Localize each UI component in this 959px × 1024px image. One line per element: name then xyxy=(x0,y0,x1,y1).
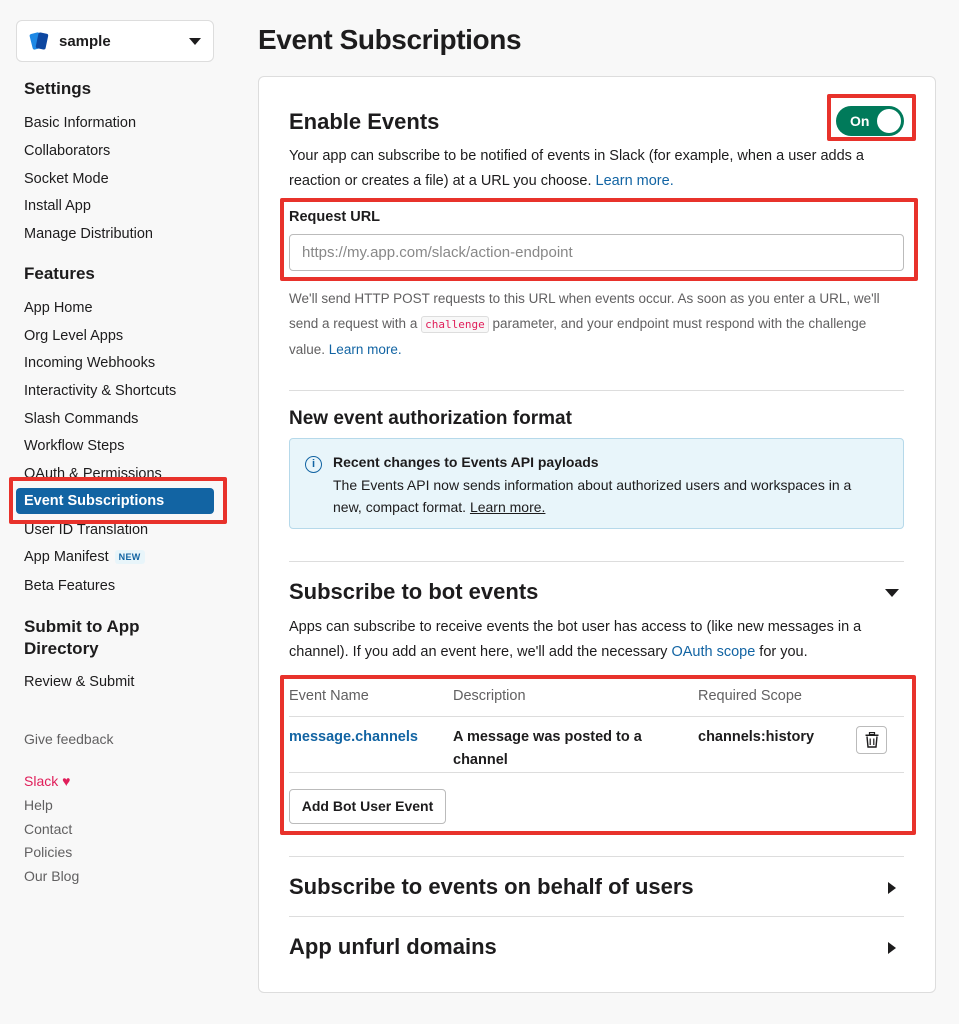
bot-events-desc-line2b: for you. xyxy=(759,644,808,660)
event-description-cell xyxy=(453,726,673,772)
sidebar-item-beta-features[interactable]: Beta Features xyxy=(24,578,116,594)
expand-unfurl-icon[interactable] xyxy=(888,942,896,954)
app-switcher[interactable] xyxy=(16,20,214,62)
contact-link[interactable]: Contact xyxy=(24,821,73,837)
sidebar-item-interactivity-shortcuts[interactable]: Interactivity & Shortcuts xyxy=(24,383,177,399)
trash-icon xyxy=(865,732,879,748)
table-divider xyxy=(289,772,904,773)
enable-events-description xyxy=(289,144,904,194)
sidebar-item-workflow-steps[interactable]: Workflow Steps xyxy=(24,438,125,454)
app-name: sample xyxy=(59,32,111,50)
sidebar-item-app-manifest[interactable] xyxy=(24,549,145,565)
column-header-description: Description xyxy=(453,688,526,704)
sidebar-item-event-subscriptions[interactable]: Event Subscriptions xyxy=(16,488,214,514)
learn-more-link[interactable]: Learn more. xyxy=(328,342,402,357)
toggle-label: On xyxy=(850,113,870,129)
info-learn-more-link[interactable]: Learn more. xyxy=(469,499,546,515)
sidebar-item-app-home[interactable]: App Home xyxy=(24,300,93,316)
request-url-help-line3: value. xyxy=(289,342,326,357)
sidebar-item-label: App Manifest xyxy=(24,549,109,565)
divider xyxy=(289,561,904,562)
slack-link-label: Slack xyxy=(24,773,59,789)
request-url-help xyxy=(289,286,904,362)
sidebar-item-basic-information[interactable]: Basic Information xyxy=(24,115,137,131)
sidebar-item-incoming-webhooks[interactable]: Incoming Webhooks xyxy=(24,355,156,371)
chevron-down-icon xyxy=(189,38,201,45)
new-badge: NEW xyxy=(115,550,145,564)
collapse-bot-events-icon[interactable] xyxy=(885,589,899,597)
info-line2: new, compact format. xyxy=(333,499,467,515)
heart-icon: ♥ xyxy=(62,773,71,789)
policies-link[interactable]: Policies xyxy=(24,844,73,860)
request-url-help-line1: We'll send HTTP POST requests to this URL when events occur. As soon as you enter a URL, we'll xyxy=(289,291,880,306)
submit-heading xyxy=(24,616,140,660)
submit-heading-line2: Directory xyxy=(24,639,99,658)
bot-events-heading: Subscribe to bot events xyxy=(289,579,539,604)
sidebar-item-collaborators[interactable]: Collaborators xyxy=(24,143,111,159)
bot-events-desc-line1: Apps can subscribe to receive events the bot user has access to (like new messages in a xyxy=(289,619,862,635)
info-title: Recent changes to Events API payloads xyxy=(333,454,599,470)
sidebar-item-user-id-translation[interactable]: User ID Translation xyxy=(24,522,149,538)
our-blog-link[interactable]: Our Blog xyxy=(24,868,80,884)
unfurl-domains-heading[interactable]: App unfurl domains xyxy=(289,934,497,959)
enable-events-toggle[interactable] xyxy=(836,106,904,136)
give-feedback-link[interactable]: Give feedback xyxy=(24,731,114,747)
info-banner xyxy=(289,438,904,529)
divider xyxy=(289,390,904,391)
oauth-scope-link[interactable]: OAuth scope xyxy=(671,644,756,660)
event-scope-cell: channels:history xyxy=(698,729,815,745)
slack-link[interactable] xyxy=(24,773,70,789)
request-url-label: Request URL xyxy=(289,209,381,225)
toggle-knob xyxy=(877,109,901,133)
request-url-help-line2a: send a request with a xyxy=(289,316,418,331)
sidebar-item-review-submit[interactable]: Review & Submit xyxy=(24,674,135,690)
bot-events-desc-line2a: channel). If you add an event here, we'll add the necessary xyxy=(289,644,668,660)
table-divider xyxy=(289,716,904,717)
auth-format-heading: New event authorization format xyxy=(289,408,572,429)
delete-event-button[interactable] xyxy=(856,726,887,754)
column-header-event-name: Event Name xyxy=(289,688,369,704)
divider xyxy=(289,916,904,917)
challenge-code: challenge xyxy=(421,316,489,333)
bot-events-description xyxy=(289,615,904,665)
help-link[interactable]: Help xyxy=(24,797,53,813)
expand-user-events-icon[interactable] xyxy=(888,882,896,894)
sidebar-item-slash-commands[interactable]: Slash Commands xyxy=(24,411,139,427)
sidebar-item-socket-mode[interactable]: Socket Mode xyxy=(24,171,109,187)
page-title: Event Subscriptions xyxy=(258,24,522,55)
column-header-required-scope: Required Scope xyxy=(698,688,802,704)
add-bot-user-event-button[interactable]: Add Bot User Event xyxy=(289,789,446,824)
enable-events-desc-line2: reaction or creates a file) at a URL you choose. xyxy=(289,173,592,189)
user-events-heading[interactable]: Subscribe to events on behalf of users xyxy=(289,874,694,899)
request-url-input[interactable] xyxy=(289,234,904,271)
event-desc-line1: A message was posted to a xyxy=(453,729,642,745)
sidebar-item-org-level-apps[interactable]: Org Level Apps xyxy=(24,328,124,344)
divider xyxy=(289,856,904,857)
event-desc-line2: channel xyxy=(453,752,508,768)
features-heading: Features xyxy=(24,264,95,283)
request-url-help-line2b: parameter, and your endpoint must respond with the challenge xyxy=(492,316,867,331)
submit-heading-line1: Submit to App xyxy=(24,617,140,636)
settings-heading: Settings xyxy=(24,79,92,98)
info-line1: The Events API now sends information about authorized users and workspaces in a xyxy=(333,477,852,493)
sidebar-item-install-app[interactable]: Install App xyxy=(24,198,91,214)
sidebar-item-manage-distribution[interactable]: Manage Distribution xyxy=(24,226,153,242)
event-name-cell[interactable]: message.channels xyxy=(289,729,418,745)
info-description xyxy=(333,474,883,518)
learn-more-link[interactable]: Learn more. xyxy=(595,173,674,189)
enable-events-desc-line1: Your app can subscribe to be notified of events in Slack (for example, when a user adds a xyxy=(289,148,864,164)
enable-events-heading: Enable Events xyxy=(289,109,440,134)
info-icon: i xyxy=(305,456,322,473)
app-logo-icon xyxy=(29,31,49,51)
sidebar-item-oauth-permissions[interactable]: OAuth & Permissions xyxy=(24,466,162,482)
